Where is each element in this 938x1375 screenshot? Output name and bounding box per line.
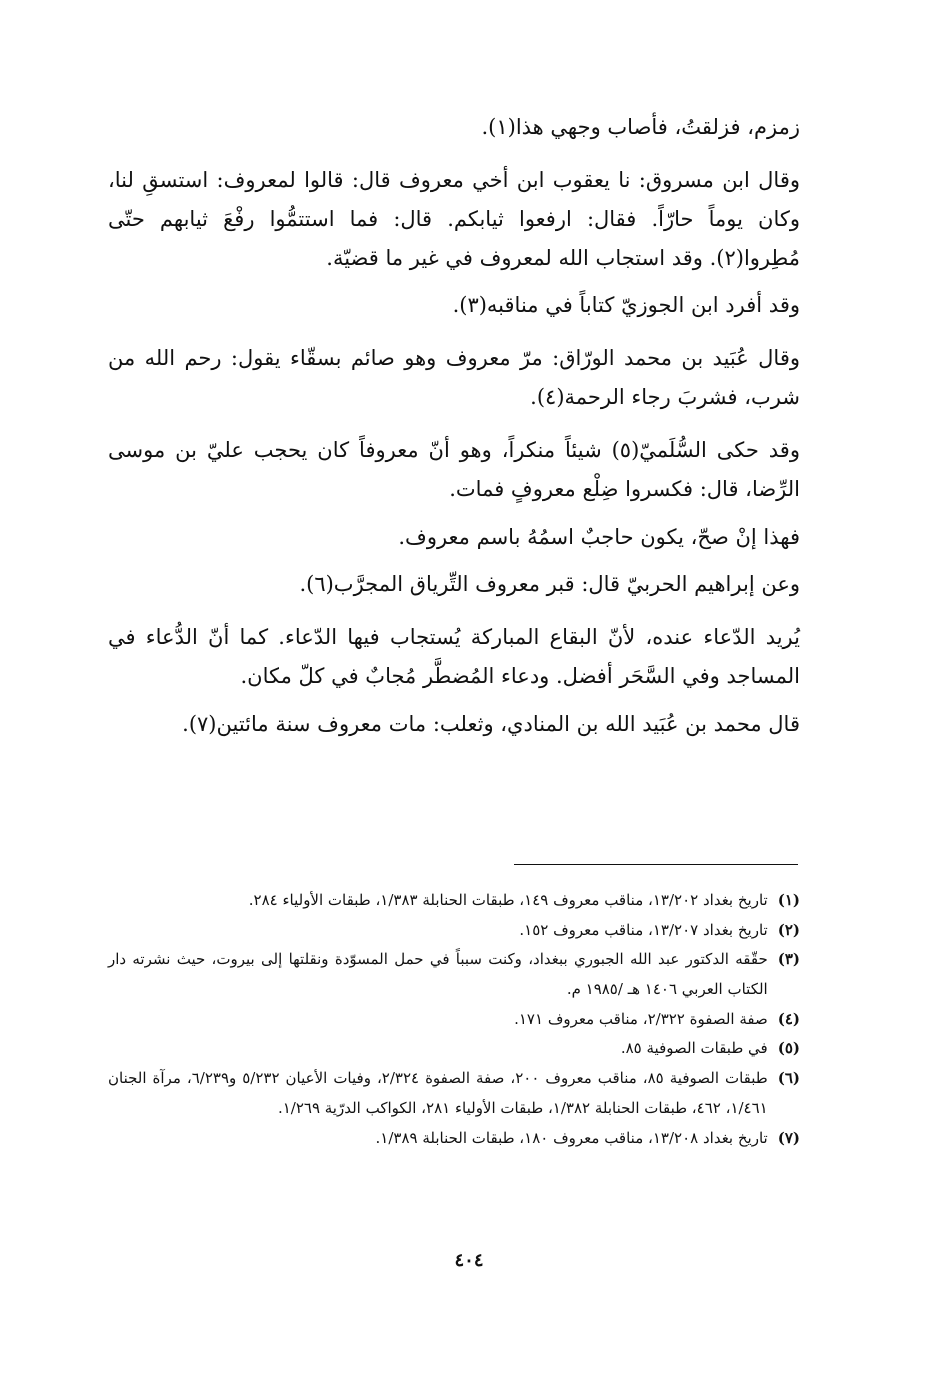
footnote-text: تاريخ بغداد ١٣/٢٠٢، مناقب معروف ١٤٩، طبقات الحنابلة ١/٣٨٣، طبقات الأولياء ٢٨٤. [248, 891, 768, 909]
footnote-number: (٧) [777, 1128, 800, 1147]
footnote-number: (٢) [777, 920, 800, 939]
paragraph: يُريد الدّعاء عنده، لأنّ البقاع المباركة يُستجاب فيها الدّعاء. كما أنّ الدُّعاء في المساجد وفي السَّحَر أفضل. ودعاء المُضطَّر مُجابٌ في كلّ مكان. [108, 625, 800, 689]
paragraph: زمزم، فزلقتُ، فأصاب وجهي هذا(١). [481, 115, 800, 139]
paragraph: قال محمد بن عُبَيد الله بن المنادي، وثعلب: مات معروف سنة مائتين(٧). [182, 711, 800, 736]
footnote-item [108, 1124, 800, 1154]
footnote-number: (٤) [777, 1009, 800, 1028]
footnote-text: طبقات الصوفية ٨٥، مناقب معروف ٢٠٠، صفة الصفوة ٢/٣٢٤، وفيات الأعيان ٥/٢٣٢ و٦/٢٣٩، مرآة الجنان ١/٤٦١، ٤٦٢، طبقات الحنابلة ١/٣٨٢، طبقات الأولياء ٢٨١، الكواكب الدرّية ١/٢٦٩. [108, 1069, 768, 1117]
footnote-item [108, 886, 800, 916]
page-number: ٤٠٤ [454, 1250, 484, 1271]
footnote-number: (٣) [777, 950, 800, 969]
paragraph: وعن إبراهيم الحربيّ قال: قبر معروف التِّرياق المجرَّب(٦). [299, 572, 800, 597]
paragraph: وقال ابن مسروق: نا يعقوب ابن أخي معروف قال: قالوا لمعروف: استسقِ لنا، وكان يوماً حارّاً. فقال: ارفعوا ثيابكم. قال: فما استتمُّوا رفْعَ ثيابهم حتّى مُطِروا(٢). وقد استجاب الله لمعروف في غير ما قضيّة. [108, 167, 800, 270]
footnote-number: (٦) [777, 1069, 800, 1088]
paragraph: فهذا إنْ صحّ، يكون حاجبٌ اسمُهُ باسم معروف. [398, 524, 800, 549]
footnote-item [108, 945, 800, 1004]
footnote-number: (٥) [777, 1039, 800, 1058]
footnote-divider [514, 864, 798, 865]
footnote-item [108, 1005, 800, 1035]
paragraph: وقال عُبَيد بن محمد الورّاق: مرّ معروف وهو صائم بسقّاء يقول: رحم الله من شرب، فشربَ رجاء الرحمة(٤). [108, 346, 800, 410]
footnotes [108, 886, 800, 1153]
footnote-text: صفة الصفوة ٢/٣٢٢، مناقب معروف ١٧١. [514, 1009, 768, 1028]
footnote-text: حقّقه الدكتور عبد الله الجبوري ببغداد، وكنت سبباً في حمل المسوّدة ونقلتها إلى بيروت، حيث نشرته دار الكتاب العربي ١٤٠٦ هـ /١٩٨٥ م. [108, 950, 768, 999]
footnote-item [108, 1064, 800, 1123]
footnote-text: تاريخ بغداد ١٣/٢٠٨، مناقب معروف ١٨٠، طبقات الحنابلة ١/٣٨٩. [375, 1128, 768, 1147]
footnote-text: في طبقات الصوفية ٨٥. [620, 1039, 768, 1058]
paragraph: وقد أفرد ابن الجوزيّ كتاباً في مناقبه(٣). [452, 293, 800, 318]
footnote-item [108, 1034, 800, 1064]
main-text [108, 108, 800, 753]
footnote-number: (١) [777, 891, 800, 909]
paragraph: وقد حكى السُّلَميّ(٥) شيئاً منكراً، وهو أنّ معروفاً كان يحجب عليّ بن موسى الرِّضا، قال: فكسروا ضِلْع معروفٍ فمات. [108, 437, 800, 501]
footnote-item [108, 916, 800, 946]
footnote-text: تاريخ بغداد ١٣/٢٠٧، مناقب معروف ١٥٢. [519, 920, 768, 939]
